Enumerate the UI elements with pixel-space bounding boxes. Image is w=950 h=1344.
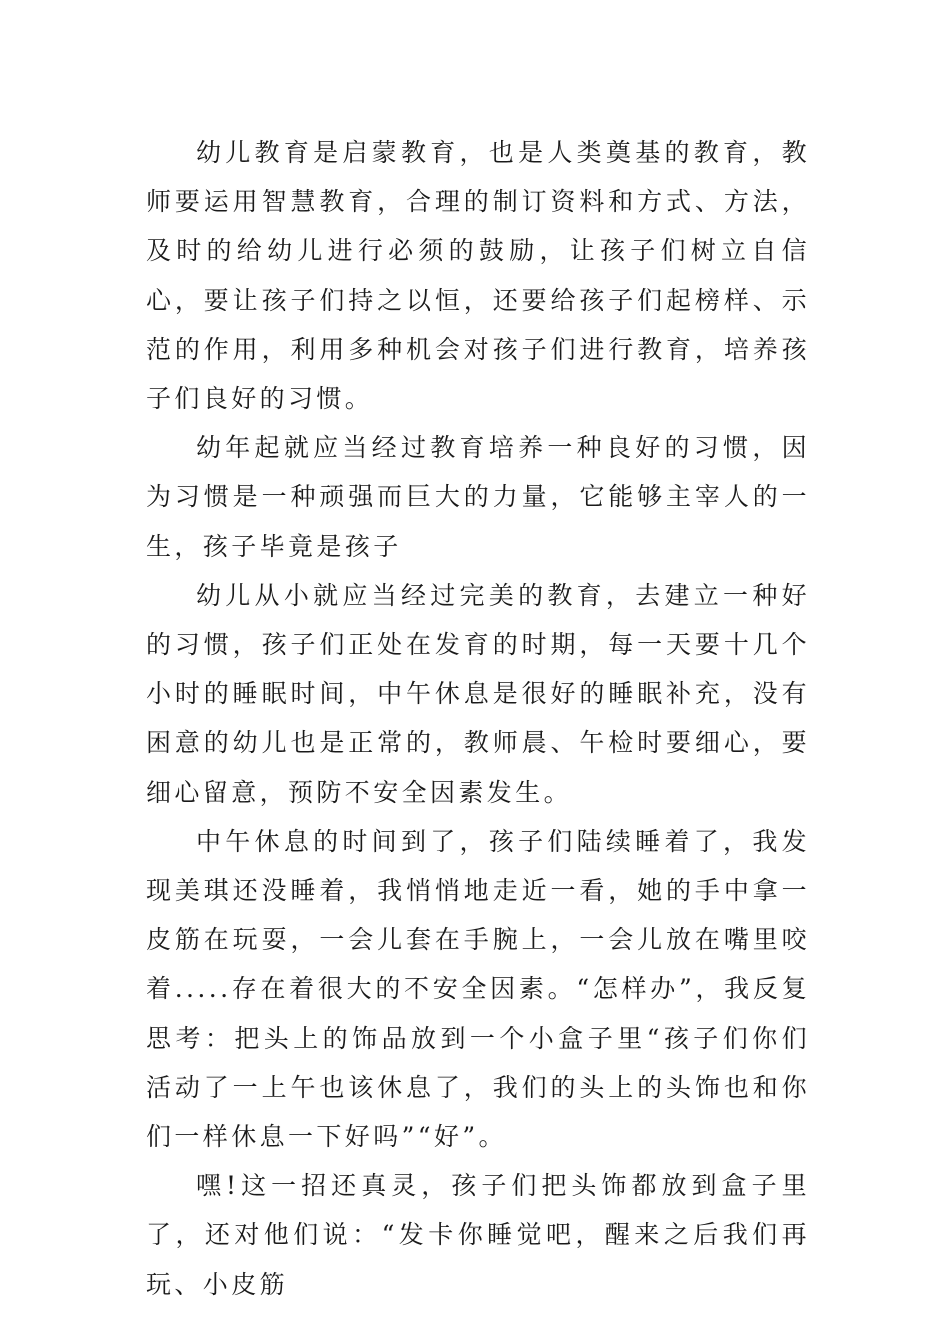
- paragraph-1: 幼儿教育是启蒙教育，也是人类奠基的教育，教师要运用智慧教育，合理的制订资料和方式、方法，及时的给幼儿进行必须的鼓励，让孩子们树立自信心，要让孩子们持之以恒，还要给孩子们起榜样、示范的作用，利用多种机会对孩子们进行教育，培养孩子们良好的习惯。: [146, 138, 810, 414]
- paragraph-2: 幼年起就应当经过教育培养一种良好的习惯，因为习惯是一种顽强而巨大的力量，它能够主宰人的一生，孩子毕竟是孩子: [146, 433, 810, 561]
- paragraph-3: 幼儿从小就应当经过完美的教育，去建立一种好的习惯，孩子们正处在发育的时期，每一天要十几个小时的睡眠时间，中午休息是很好的睡眠补充，没有困意的幼儿也是正常的，教师晨、午检时要细心，要细心留意，预防不安全因素发生。: [146, 580, 810, 807]
- paragraph-4: 中午休息的时间到了，孩子们陆续睡着了，我发现美琪还没睡着，我悄悄地走近一看，她的手中拿一皮筋在玩耍，一会儿套在手腕上，一会儿放在嘴里咬着.....存在着很大的不安全因素。“怎样办”，我反复思考：把头上的饰品放到一个小盒子里“孩子们你们活动了一上午也该休息了，我们的头上的头饰也和你们一样休息一下好吗”“好”。: [146, 826, 810, 1152]
- paragraph-5: 嘿!这一招还真灵，孩子们把头饰都放到盒子里了，还对他们说：“发卡你睡觉吧，醒来之后我们再玩、小皮筋: [146, 1171, 810, 1299]
- document-body: [146, 128, 810, 1309]
